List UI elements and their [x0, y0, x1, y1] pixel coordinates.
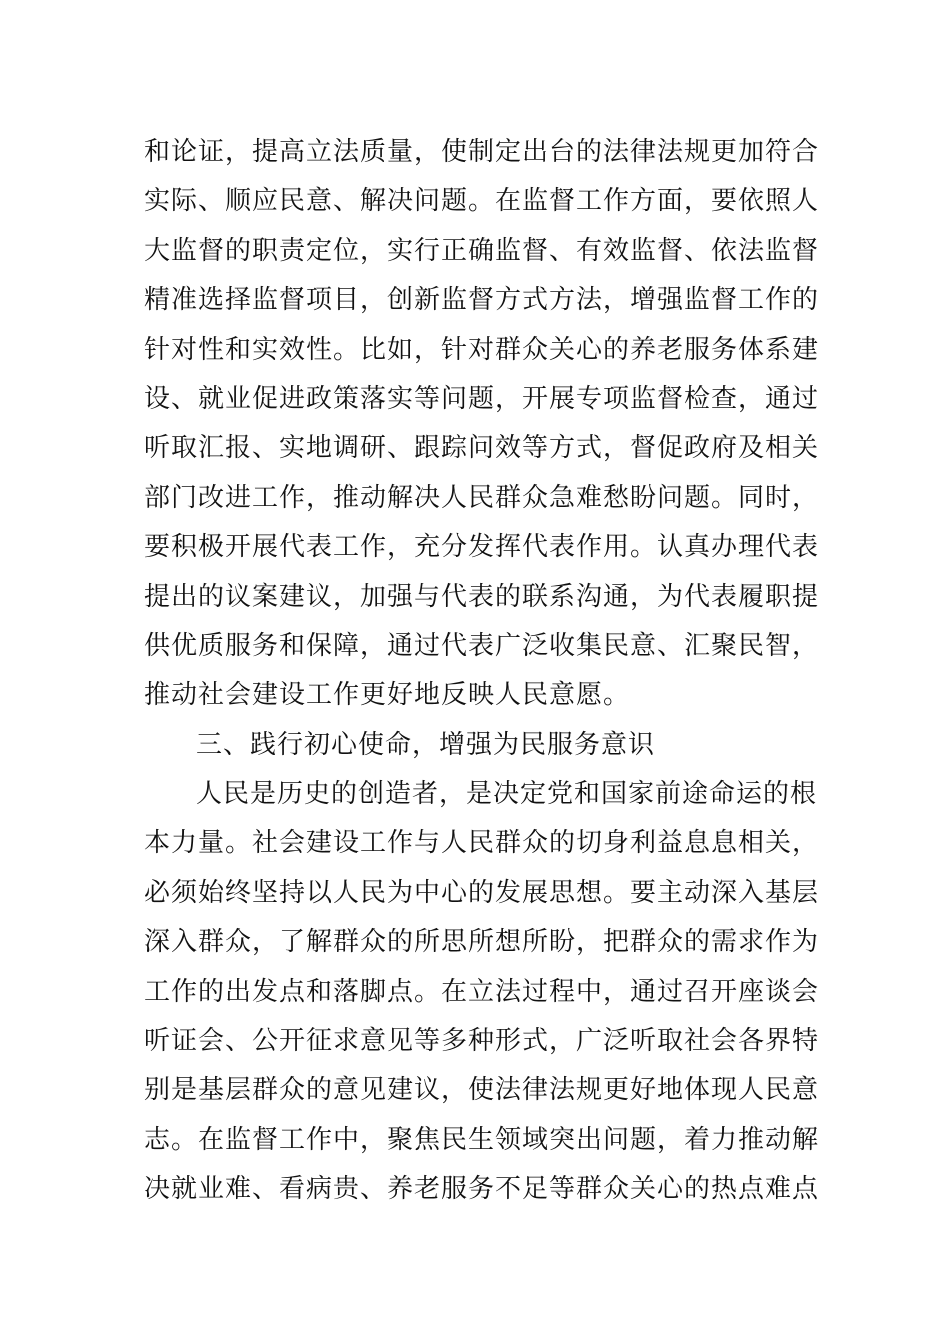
text-line: 别是基层群众的意见建议，使法律法规更好地体现人民意 — [144, 1075, 820, 1106]
text-line: 实际、顺应民意、解决问题。在监督工作方面，要依照人 — [144, 186, 820, 217]
text-line: 听取汇报、实地调研、跟踪问效等方式，督促政府及相关 — [144, 433, 820, 464]
text-line: 本力量。社会建设工作与人民群众的切身利益息息相关， — [144, 828, 820, 859]
text-line: 决就业难、看病贵、养老服务不足等群众关心的热点难点 — [144, 1174, 820, 1205]
text-line: 工作的出发点和落脚点。在立法过程中，通过召开座谈会 — [144, 976, 820, 1007]
text-line: 深入群众，了解群众的所思所想所盼，把群众的需求作为 — [144, 927, 820, 958]
text-line: 必须始终坚持以人民为中心的发展思想。要主动深入基层 — [144, 877, 820, 908]
text-line: 大监督的职责定位，实行正确监督、有效监督、依法监督 — [144, 235, 820, 266]
text-line: 针对性和实效性。比如，针对群众关心的养老服务体系建 — [144, 334, 820, 365]
text-line: 要积极开展代表工作，充分发挥代表作用。认真办理代表 — [144, 532, 820, 563]
text-line: 部门改进工作，推动解决人民群众急难愁盼问题。同时， — [144, 482, 820, 513]
text-line: 和论证，提高立法质量，使制定出台的法律法规更加符合 — [144, 137, 820, 167]
text-line: 精准选择监督项目，创新监督方式方法，增强监督工作的 — [144, 285, 820, 316]
section-heading: 三、践行初心使命，增强为民服务意识 — [196, 729, 656, 760]
text-line: 设、就业促进政策落实等问题，开展专项监督检查，通过 — [144, 383, 820, 414]
document-body — [144, 128, 824, 1215]
text-line: 推动社会建设工作更好地反映人民意愿。 — [144, 680, 631, 711]
text-line: 听证会、公开征求意见等多种形式，广泛听取社会各界特 — [144, 1026, 820, 1057]
paragraph-first-line: 人民是历史的创造者，是决定党和国家前途命运的根 — [196, 779, 818, 810]
text-line: 提出的议案建议，加强与代表的联系沟通，为代表履职提 — [144, 581, 820, 612]
text-line: 供优质服务和保障，通过代表广泛收集民意、汇聚民智， — [144, 630, 820, 661]
text-line: 志。在监督工作中，聚焦民生领域突出问题，着力推动解 — [144, 1124, 820, 1155]
